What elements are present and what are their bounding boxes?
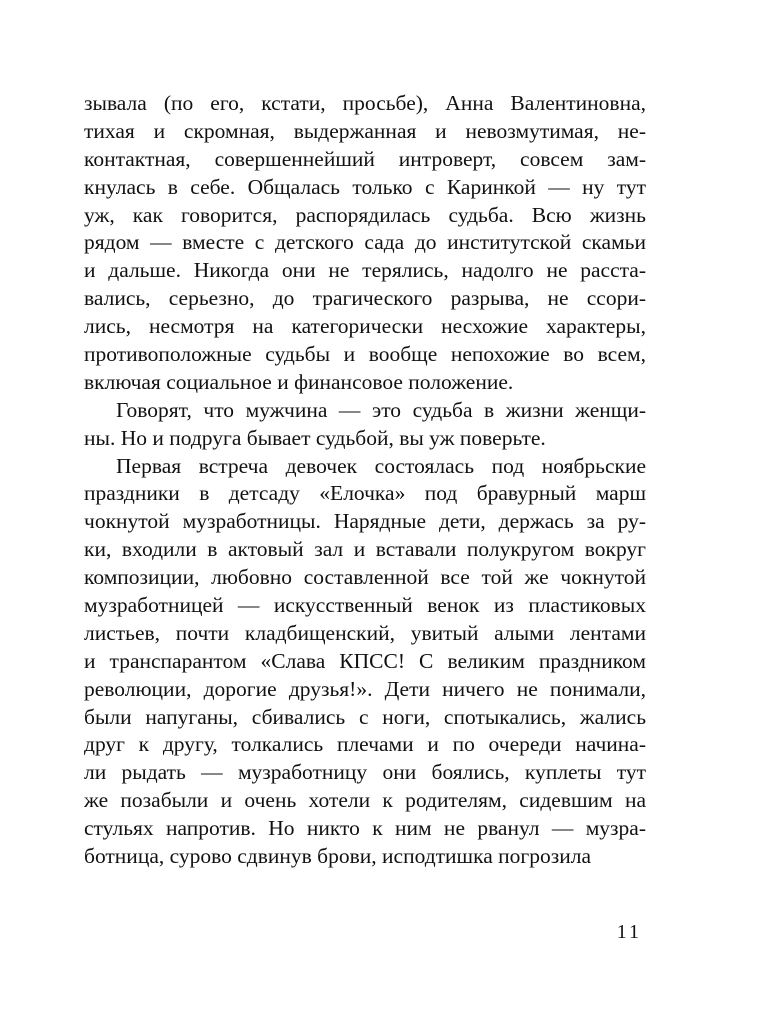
- text-line: были напуганы, сбивались с ноги, спотыкались, жались: [84, 704, 646, 729]
- text-line: друг к другу, толкались плечами и по очереди начина-: [84, 732, 646, 757]
- text-line: включая социальное и финансовое положение.: [84, 369, 514, 394]
- text-line: ки, входили в актовый зал и вставали полукругом вокруг: [84, 537, 646, 562]
- text-line: контактная, совершеннейший интроверт, совсем зам-: [84, 146, 646, 171]
- text-line: листьев, почти кладбищенский, увитый алыми лентами: [84, 620, 646, 645]
- text-line: композиции, любовно составленной все той же чокнутой: [84, 565, 646, 590]
- text-line: вались, серьезно, до трагического разрыва, не ссори-: [84, 286, 646, 311]
- text-line: ны. Но и подруга бывает судьбой, вы уж поверьте.: [84, 425, 546, 450]
- text-line: уж, как говорится, распорядилась судьба. Всю жизнь: [84, 202, 646, 227]
- text-line: ли рыдать — музработницу они боялись, куплеты тут: [84, 760, 646, 785]
- text-line: же позабыли и очень хотели к родителям, сидевшим на: [84, 788, 646, 813]
- page-number: 11: [616, 921, 642, 943]
- text-line: революции, дорогие друзья!». Дети ничего не понимали,: [84, 676, 646, 701]
- text-line: Первая встреча девочек состоялась под ноябрьские: [116, 453, 646, 478]
- paragraph: [84, 397, 646, 453]
- body-text: [84, 90, 646, 871]
- text-line: кнулась в себе. Общалась только с Каринкой — ну тут: [84, 174, 646, 199]
- paragraph: [84, 453, 646, 871]
- text-line: стульях напротив. Но никто к ним не рванул — музра-: [84, 816, 646, 841]
- text-line: лись, несмотря на категорически несхожие характеры,: [84, 314, 646, 339]
- text-line: ботница, сурово сдвинув брови, исподтишка погрозила: [84, 844, 591, 869]
- text-line: и дальше. Никогда они не терялись, надолго не расста-: [84, 258, 646, 283]
- text-line: чокнутой музработницы. Нарядные дети, держась за ру-: [84, 509, 646, 534]
- text-line: праздники в детсаду «Елочка» под бравурный марш: [84, 481, 646, 506]
- paragraph: [84, 90, 646, 397]
- text-line: противоположные судьбы и вообще непохожие во всем,: [84, 342, 646, 367]
- text-line: музработницей — искусственный венок из пластиковых: [84, 593, 646, 618]
- text-line: и транспарантом «Слава КПСС! С великим праздником: [84, 648, 646, 673]
- text-line: рядом — вместе с детского сада до институтской скамьи: [84, 230, 646, 255]
- text-line: тихая и скромная, выдержанная и невозмутимая, не-: [84, 118, 646, 143]
- text-line: Говорят, что мужчина — это судьба в жизни женщи-: [116, 397, 646, 422]
- text-line: зывала (по его, кстати, просьбе), Анна Валентиновна,: [84, 91, 646, 115]
